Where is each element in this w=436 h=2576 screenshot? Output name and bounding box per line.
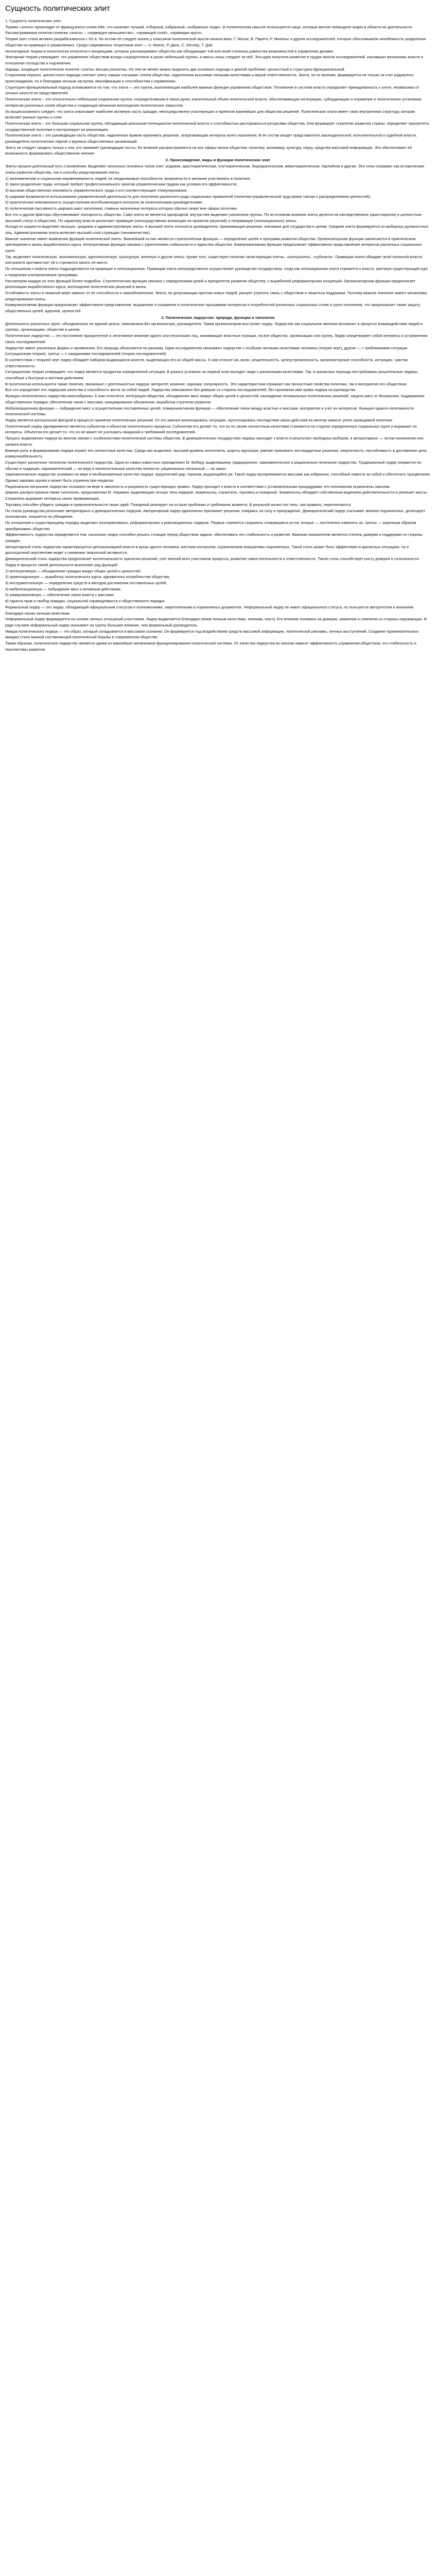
paragraph: 3) высокая общественная значимость управленческого труда и его соответствующее стимулирование; <box>5 188 188 193</box>
paragraph: Важное значение имеет выявление функций политической элиты. Важнейшей из них является стратегическая функция — определение целей и программ развития общества. Организаторская функция заключается в практическом претворении в жизнь выработанного курса. Интегративная функция связана с укреплением стабильности и единства общества. Коммуникативная функция предполагает эффективное представление интересов различных социальных групп. <box>5 236 422 253</box>
paragraph: Имидж политического лидера — это образ, который складывается в массовом сознании. Он формируется под воздействием средств массовой информации, политической рекламы, личных выступлений. Создание привлекательного имиджа стало важной составляющей политической борьбы в современном обществе. <box>5 629 419 640</box>
paragraph: Теория элит стала активно разрабатываться с XX в. Но истоки ее следует искать у классиков политической мысли начала века: Г. Моска, В. Парето, Р. Михельс и других исследователей, которые обосновывали неизбежность разделения общества на правящих и управляемых. Среди современных теоретиков элит — Ч. Миллс, Р. Даль, С. Келлер, Т. Дай. <box>5 37 426 47</box>
paragraph: Политическая элита – это руководящая часть общества, наделенная правом принимать решения, затрагивающие интересы всего населения. В ее состав входят представители законодательной, исполнительной и судебной власти, руководители политических партий и крупных общественных организаций. <box>5 133 417 144</box>
paragraph: Широко распространена также типология, предложенная М. Херманн, выделяющая четыре типа лидеров: знаменосец, служитель, торговец и пожарный. Знаменосец обладает собственным видением действительности и увлекает массы. Служитель выражает интересы своих приверженцев. <box>5 490 428 501</box>
paragraph: Ситуационная теория утверждает, что лидер является продуктом определенной ситуации. В разных условиях на первый план выходят люди с различными качествами. Так, в кризисные периоды востребованы решительные лидеры, способные к быстрым и жестким действиям. <box>5 369 418 381</box>
paragraph: 1) экономическая и социальная неравномерность людей, их неодинаковые способности, возможности и желание участвовать в политике; <box>5 176 251 181</box>
paragraph: Лидер является центральной фигурой в процессе принятия политических решений. От его умения анализировать ситуацию, прогнозировать последствия своих действий во многом зависит успех проводимой политики. <box>5 418 393 422</box>
paragraph: Существуют различные типологии политического лидерства. Одна из самых известных принадлежит М. Веберу, выделившему традиционное, харизматическое и рационально-легальное лидерство. Традиционный лидер опирается на обычаи и традиции, харизматический — на веру в исключительные качества личности, рационально-легальный — на закон. <box>5 460 422 471</box>
paragraph: Из вышесказанного следует, что элита охватывает наиболее активную часть граждан, непосредственно участвующих в принятии важнейших для общества решений. Политическая элита имеет свою внутреннюю структуру, которая включает разные группы и слои. <box>5 109 415 120</box>
paragraph: 6) гаранта прав и свобод граждан, социальной справедливости и общественного порядка. <box>5 599 166 604</box>
paragraph: Политическая элита – это большая социальная группа, обладающая реальным потенциалом политической власти и способностью распоряжаться ресурсами общества. Она формирует стратегию развития страны, определяет приоритеты государственной политики и контролирует их реализацию. <box>5 121 429 132</box>
paragraph: Лидер в процессе своей деятельности выполняет ряд функций: <box>5 562 118 567</box>
paragraph: 5) практическая невозможность осуществления всеобъемлющего контроля за политическими руководителями; <box>5 200 203 205</box>
paragraph: Политическая элита – это относительно небольшая социальная группа, сосредоточившая в своих руках значительный объем политической власти, обеспечивающая интеграцию, субординацию и отражение в политических установках интересов различных слоев общества и создающая механизм воплощения политических замыслов. <box>5 97 422 108</box>
paragraph: Демократический стиль лидерства предполагает коллегиальность принятия решений, учет мнений всех участников процесса, развитие самостоятельности и ответственности. Такой стиль способствует росту доверия и сплоченности. <box>5 556 420 562</box>
paragraph: Харизматическое лидерство основано на вере в необыкновенные качества лидера: пророческий дар, героизм, выдающийся ум. Такой лидер воспринимается массами как избранник, способный повести за собой и обеспечить процветание. Однако харизма хрупка и может быть утрачена при неудачах. <box>5 472 431 483</box>
paragraph: Эффективность лидерства определяется тем, насколько лидер способен решать стоящие перед обществом задачи, обеспечивать его стабильность и развитие. Важным показателем является степень доверия и поддержки со стороны граждан. <box>5 532 423 544</box>
paragraph: Устойчивость элиты в немалой мере зависит от ее способности к самообновлению. Элита, не допускающая притока новых людей, рискует утратить связь с обществом и лишиться поддержки. Поэтому важное значение имеют механизмы рекрутирования элиты. <box>5 290 427 301</box>
paragraph: 5) коммуникативную — обеспечение связи власти с массами; <box>5 592 115 598</box>
paragraph: Неформальный лидер формируется на основе личных отношений участников. Лидер выдвигается благодаря своим личным качествам, знаниям, опыту. Его влияние основано на доверии, уважении и симпатии со стороны окружающих. В ряде случаев неформальный лидер оказывает на группу большее влияние, чем формальный руководитель. <box>5 617 427 628</box>
paragraph: 4) мобилизационную — побуждение масс к активным действиям; <box>5 586 121 591</box>
paragraph: Элиту не следует сводить только к тем, кто занимает руководящие посты. Ее влияние распространяется на все сферы жизни общества: политику, экономику, культуру, науку, средства массовой информации. Это обеспечивает ей возможность формировать общественное мнение. <box>5 145 412 156</box>
paragraph: Функции политического лидерства многообразны. К ним относятся: интеграция общества, объединение масс вокруг общих целей и ценностей; нахождение оптимальных политических решений; защита масс от беззакония, поддержание общественного порядка; обеспечение связи с массами; инициирование обновления, выработка стратегии развития. <box>5 394 425 404</box>
paragraph: 4) широкие возможности использования управленческой деятельности для получения различного рода социальных привилегий (политико-управленческий труд прямо связан с распределением ценностей); <box>5 194 371 199</box>
section-heading: 2. Происхождение, виды и функции политических элит <box>165 158 271 163</box>
paragraph: В политологии используются также понятия, связанные с деятельностью лидера: авторитет, влияние, харизма, популярность. Эти характеристики отражают как личностные свойства политика, так и восприятие его обществом. <box>5 381 408 386</box>
document-body <box>5 18 431 652</box>
paragraph: Исходя из сущности выделяют высшую, среднюю и административную элиты. К высшей элите относятся руководители, принимающие решения, значимые для государства в целом. Средняя элита формируется из выборных должностных лиц. Административная элита включает высший слой служащих (чиновничество). <box>5 224 429 235</box>
paragraph: По отношению к существующему порядку выделяют консервативных, реформаторских и революционных лидеров. Первые стремятся сохранить сложившиеся устои, вторые — постепенно изменить их, третьи — коренным образом преобразовать общество. <box>5 520 416 531</box>
paragraph: Рассмотрим каждую из этих функций более подробно. Стратегическая функция связана с определением целей и приоритетов развития общества, с выработкой реформаторских концепций. Организаторская функция предполагает реализацию выработанного курса, воплощение политических решений в жизнь. <box>5 278 415 290</box>
paragraph: Коммуникативная функция предполагает эффективное представление, выражение и отражение в политических программах интересов и потребностей различных социальных слоев и групп населения, что предполагает также защиту общественных целей, идеалов, ценностей. <box>5 302 421 314</box>
paragraph: Таким образом, политическое лидерство является одним из важнейших механизмов функционирования политической системы. От качества лидерства во многом зависит эффективность управления обществом, его стабильность и перспективы развития. <box>5 641 416 652</box>
paragraph: Элитарная теория утверждает, что управление обществом всегда сосредоточено в руках небольшой группы, а массы лишь следуют за ней. Эта идея получила развитие в трудах многих исследователей, изучавших механизмы власти и отношения господства и подчинения. <box>5 55 423 65</box>
paragraph: 1. Сущность политических элит <box>5 19 61 23</box>
paragraph: Рационально-легальное лидерство основано на вере в законность и разумность существующих правил. Лидер приходит к власти в соответствии с установленными процедурами, его полномочия ограничены законом. <box>5 484 391 489</box>
paragraph: По отношению к власти элиты подразделяются на правящие и оппозиционные. Правящая элита непосредственно осуществляет руководство государством, тогда как оппозиционная элита стремится к власти, критикуя существующий курс и предлагая альтернативные программы. <box>5 266 428 277</box>
paragraph: Формальный лидер — это лидер, обладающий официальным статусом и полномочиями, закрепленными в нормативных документах. Неформальный лидер не имеет официального статуса, но пользуется авторитетом и влиянием благодаря своим личным качествам. <box>5 604 414 616</box>
paragraph: Политическое лидерство — это постоянное приоритетное и легитимное влияние одного или нескольких лиц, занимающих властные позиции, на все общество, организацию или группу. Лидер олицетворяет собой интересы и устремления своих последователей. <box>5 333 428 344</box>
paragraph: 3) инструментальную — определение средств и методов достижения поставленных целей; <box>5 580 167 585</box>
paragraph: Сторонники первого, ценностного подхода считают элиту самым «лучшим» слоем общества, наделенным высокими личными качествами и мерой ответственности. Элита, по их мнению, формируется не только за счет родовитого происхождения, но и благодаря личным заслугам, квалификации и способностям к управлению. <box>5 73 414 84</box>
paragraph: Все эти и другие факторы обусловливают элитарность общества. Само элита не является однородной, внутри нее выделяют различные группы. По источникам влияния элиты делятся на наследственные (аристократия) и ценностные (высокий статус в обществе). По характеру власти различают правящие (непосредственно влияющие на принятие решений) и неправящие (оппозиционные) элиты. <box>5 212 422 223</box>
paragraph: 6) политическая пассивность широких масс населения, главные жизненные интересы которых обычно лежат вне сферы политики. <box>5 206 238 211</box>
paragraph: Торговец способен убедить граждан в привлекательности своих идей. Пожарный реагирует на острые проблемы и требования момента. В реальной жизни эти типы, как правило, переплетаются. <box>5 502 352 507</box>
paragraph: Политический лидер одновременно является субъектом и объектом политического процесса. Субъектом его делает то, что он по своим личностным качествам становится на стороне определенных социальных групп и выражает их интересы. Объектом его делает то, что он не может не учитывать ожиданий и требований последователей. <box>5 423 417 435</box>
paragraph: 1) интегративную — объединение граждан вокруг общих целей и ценностей; <box>5 568 141 573</box>
paragraph: Наряды, входящие политическое понятие «элита» весьма различны. Но тем не менее можно выделить два основных подхода в данной проблеме: ценностный и структурно-функциональный. <box>5 66 345 72</box>
paragraph: Все это определяет его лидерские качества и способность вести за собой людей. Лидерство невозможно без доверия со стороны последователей, без признания ими права лидера на руководство. <box>5 387 357 393</box>
paragraph: Термин «элита» происходит от французского слова elite, что означает лучший, отборный, избранный, «избранные люди». В политическом смысле используется чаще, которые многие неевыдное видно в области их деятельности. Рассматриваемая понятия понятия «элита» – «правящее меньшинство», «правящий слой», «правящие круги». <box>5 24 413 36</box>
paragraph: Так, выделяют политическую, экономическую, идеологическую, культурную, военную и другие элиты. Кроме того, существуют понятия «властвующая элита», «контрэлита», «субэлита». Правящая элита обладает всей полнотой власти, контрэлита противостоит ей и стремится занять ее место. <box>5 254 423 265</box>
document <box>0 0 436 652</box>
section-heading: 3. Политическое лидерство: природа, функции и типология <box>161 315 275 320</box>
paragraph: Процесс выдвижения лидера во многом связан с особенностями политической системы общества. В демократических государствах лидеры приходят к власти в результате свободных выборов, в авторитарных — путем назначения или захвата власти. <box>5 436 424 447</box>
paragraph: По стилю руководства различают авторитарных и демократических лидеров. Авторитарный лидер единолично принимает решения, опираясь на силу и принуждение. Демократический лидер учитывает мнения подчиненных, делегирует полномочия, опирается на убеждение. <box>5 508 426 519</box>
paragraph: Структурно-функциональный подход основывается на том, что элита — это группа, выполняющая наиболее важные функции управления обществом. Положение в системе власти определяет принадлежность к элите, независимо от личных качеств ее представителей. <box>5 84 420 96</box>
paragraph: Мобилизационная функция — побуждение масс к осуществлению поставленных целей. Коммуникативная функция — обеспечение связи между властью и массами, восприятие и учет их интересов. Функция гаранта легитимности политической системы. <box>5 405 414 417</box>
paragraph: Элиты прошли длительный путь становления. Выделяют несколько основных типов элит: родовая, аристократическая, плутократическая, бюрократическая, меритократическая, партийная и другие. Эти типы отражают как исторические этапы развития общества, так и способы рекрутирования элиты. <box>5 164 425 175</box>
paragraph: Авторитарный стиль лидерства характеризуется централизацией власти в руках одного человека, жестким контролем, ограничением инициативы подчиненных. Такой стиль может быть эффективен в кризисных ситуациях, но в долгосрочной перспективе ведет к снижению творческой активности. <box>5 544 409 555</box>
paragraph: Важную роль в формировании лидера играют его личностные качества. Среди них выделяют: высокий уровень интеллекта, широту кругозора, умение принимать нестандартные решения, энергичность, настойчивость в достижении цели, коммуникабельность. <box>5 448 428 459</box>
paragraph: Деятельность различных групп, объединенных ее единой целью, невозможна без организатора, руководителя. Таким организатором выступает лидер. Лидерство как социальное явление возникает в процессе взаимодействия людей в группах, организациях, обществе в целом. <box>5 321 423 332</box>
page-title: Сущность политических элит <box>5 4 110 13</box>
paragraph: Лидерство имеет различные формы и проявления. Его природа объясняется по-разному. Одни исследователи связывают лидерство с особыми личными качествами человека (теория черт), другие — с требованиями ситуации (ситуационная теория), третьи — с ожиданиями последователей (теория последователей). <box>5 345 408 357</box>
paragraph: В соответствии с теорией черт лидер обладает набором выдающихся качеств, выделяющих его из общей массы. К ним относят ум, волю, решительность, целеустремленность, организаторские способности, интуицию, чувство ответственности. <box>5 357 408 368</box>
paragraph: 2) ориентационную — выработку политического курса, адекватного потребностям общества; <box>5 574 170 580</box>
paragraph: Неэлитарные теории в политологии относятся к концепциям, которые рассматривают общество как обладающее той или иной степенью равенства возможностей в управлении делами. <box>5 48 334 54</box>
paragraph: 2) закон разделения труда, который требует профессионального занятия управленческим трудом как условия его эффективности; <box>5 182 238 187</box>
